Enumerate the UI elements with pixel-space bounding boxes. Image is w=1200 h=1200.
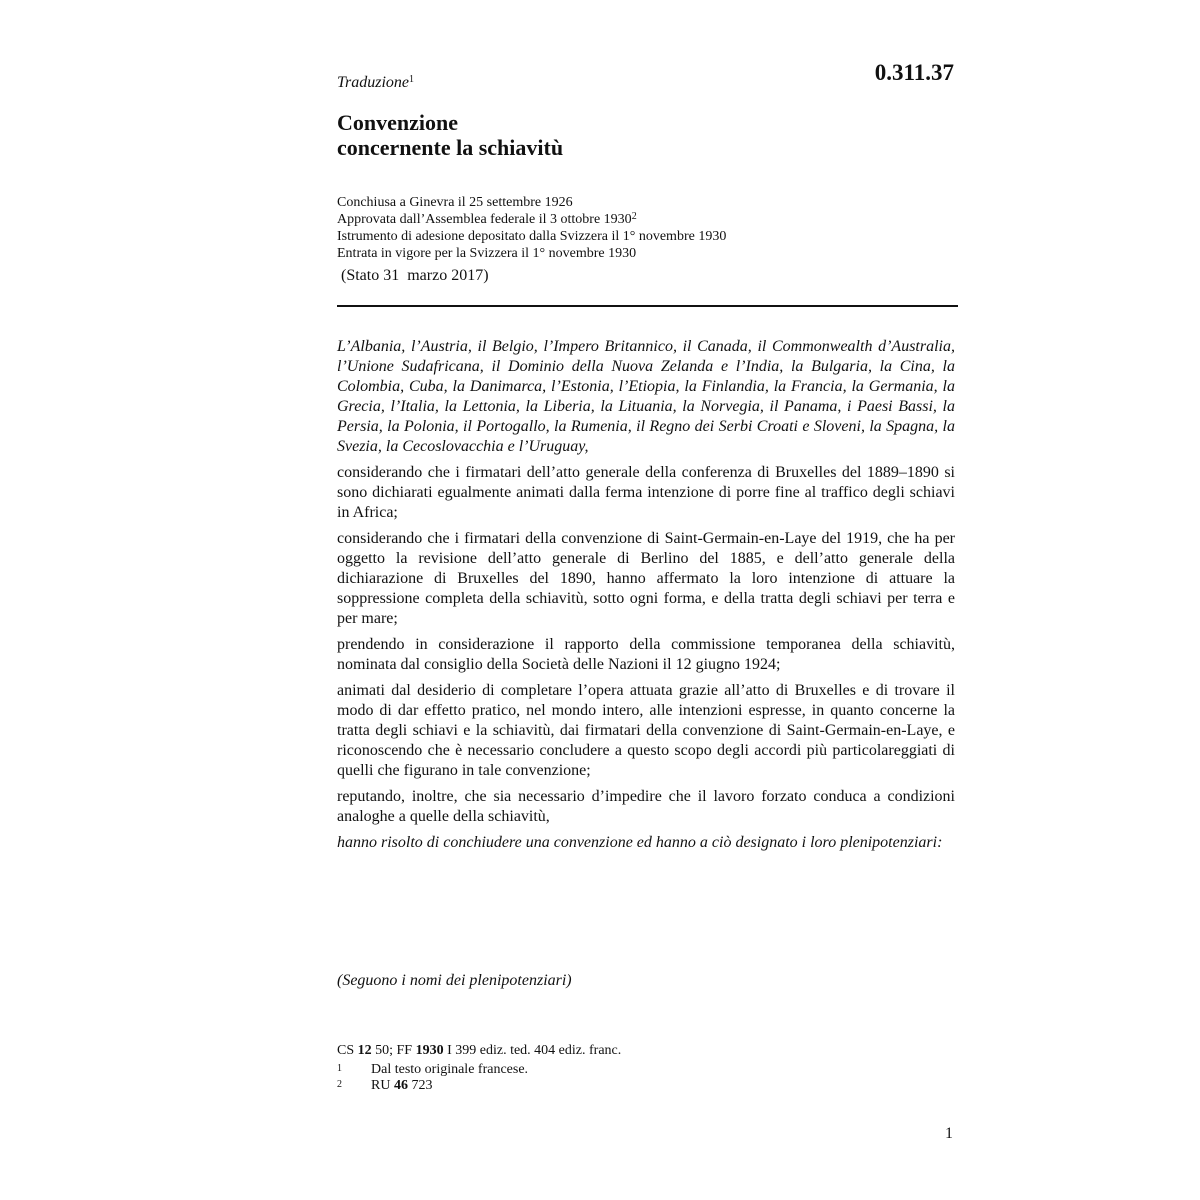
- header-divider: [337, 305, 958, 307]
- footnote-2-volume: 46: [393, 1078, 408, 1093]
- page-number: 1: [945, 1125, 953, 1142]
- plenipotentiaries-note: (Seguono i nomi dei plenipotenziari): [337, 972, 572, 989]
- meta-entry-into-force: Entrata in vigore per la Svizzera il 1° novembre 1930: [337, 246, 637, 261]
- preamble-parties: L’Albania, l’Austria, il Belgio, l’Impero Britannico, il Canada, il Commonwealth d’Australia, l’Unione Sudafricana, il Dominio della Nuova Zelanda e l’India, la Bulgaria, la Cina, la Colombia, Cuba, la Danimarca, l’Estonia, l’Etiopia, la Finlandia, la Francia, la Germania, la Grecia, l’Italia, la Lettonia, la Liberia, la Lituania, la Norvegia, il Panama, i Paesi Bassi, la Persia, la Polonia, il Portogallo, la Rumenia, il Regno dei Serbi Croati e Sloveni, la Spagna, la Svezia, la Cecoslovacchia e l’Uruguay,: [337, 338, 955, 455]
- title-line-1: Convenzione: [337, 110, 458, 135]
- footnote-ref-1[interactable]: 1: [409, 74, 415, 85]
- source-ff-rest: I 399 ediz. ted. 404 ediz. franc.: [447, 1043, 622, 1058]
- footnote-2-number: 2: [337, 1079, 342, 1090]
- preamble-resolution: hanno risolto di conchiudere una convenzione ed hanno a ciò designato i loro plenipotenziari:: [337, 834, 943, 851]
- footnote-1-text: Dal testo originale francese.: [371, 1062, 529, 1077]
- footnote-ref-2[interactable]: 2: [631, 211, 637, 222]
- footnote-2-page: 723: [411, 1078, 433, 1093]
- document-title: [337, 110, 563, 160]
- source-cs-page: 50; FF: [375, 1043, 413, 1058]
- footnote-2: [337, 1078, 621, 1094]
- preamble-recital-5: reputando, inoltre, che sia necessario d’impedire che il lavoro forzato conduca a condizioni analoghe a quelle della schiavitù,: [337, 788, 955, 825]
- sr-number: 0.311.37: [874, 60, 954, 85]
- title-line-2: concernente la schiavitù: [337, 135, 564, 160]
- preamble-recital-3: prendendo in considerazione il rapporto della commissione temporanea della schiavitù, nominata dal consiglio della Società delle Nazioni il 12 giugno 1924;: [337, 636, 955, 673]
- meta-approved-text: Approvata dall’Assemblea federale il 3 ottobre 1930: [337, 212, 632, 227]
- status-date: (Stato 31 marzo 2017): [341, 267, 489, 284]
- source-cs-volume: 12: [357, 1043, 372, 1058]
- preamble-recital-1: considerando che i firmatari dell’atto generale della conferenza di Bruxelles del 1889–1890 si sono dichiarati egualmente animati dalla ferma intenzione di porre fine al traffico degli schiavi in Africa;: [337, 464, 955, 521]
- preamble: [337, 337, 955, 859]
- preamble-recital-2: considerando che i firmatari della convenzione di Saint-Germain-en-Laye del 1919, che ha per oggetto la revisione dell’atto generale di Berlino del 1885, e dell’atto generale della dichiarazione di Bruxelles del 1890, hanno affermato la loro intenzione di attuare la soppressione completa della schiavitù, sotto ogni forma, e della tratta degli schiavi per terra e per mare;: [337, 530, 955, 627]
- document-metadata: [337, 194, 726, 262]
- meta-instrument: Istrumento di adesione depositato dalla Svizzera il 1° novembre 1930: [337, 229, 727, 244]
- meta-approved: [337, 211, 726, 228]
- translation-label-text: Traduzione: [337, 74, 410, 91]
- footnotes: [337, 1043, 621, 1094]
- translation-label: [337, 73, 414, 93]
- footnote-1-number: 1: [337, 1063, 342, 1074]
- source-reference: [337, 1043, 621, 1059]
- preamble-recital-4: animati dal desiderio di completare l’opera attuata grazie all’atto di Bruxelles e di trovare il modo di dar effetto pratico, nel mondo intero, alle intenzioni espresse, in quanto concerne la tratta degli schiavi e la schiavitù, dai firmatari della convenzione di Saint-Germain-en-Laye, e riconoscendo che è necessario concludere a questo scopo degli accordi più particolareggiati di quelli che figurano in tale convenzione;: [337, 682, 955, 779]
- footnote-1: [337, 1062, 621, 1078]
- footnote-2-label: RU: [371, 1078, 391, 1093]
- source-cs-label: CS: [337, 1043, 355, 1058]
- meta-concluded: Conchiusa a Ginevra il 25 settembre 1926: [337, 195, 573, 210]
- source-ff-year: 1930: [415, 1043, 444, 1058]
